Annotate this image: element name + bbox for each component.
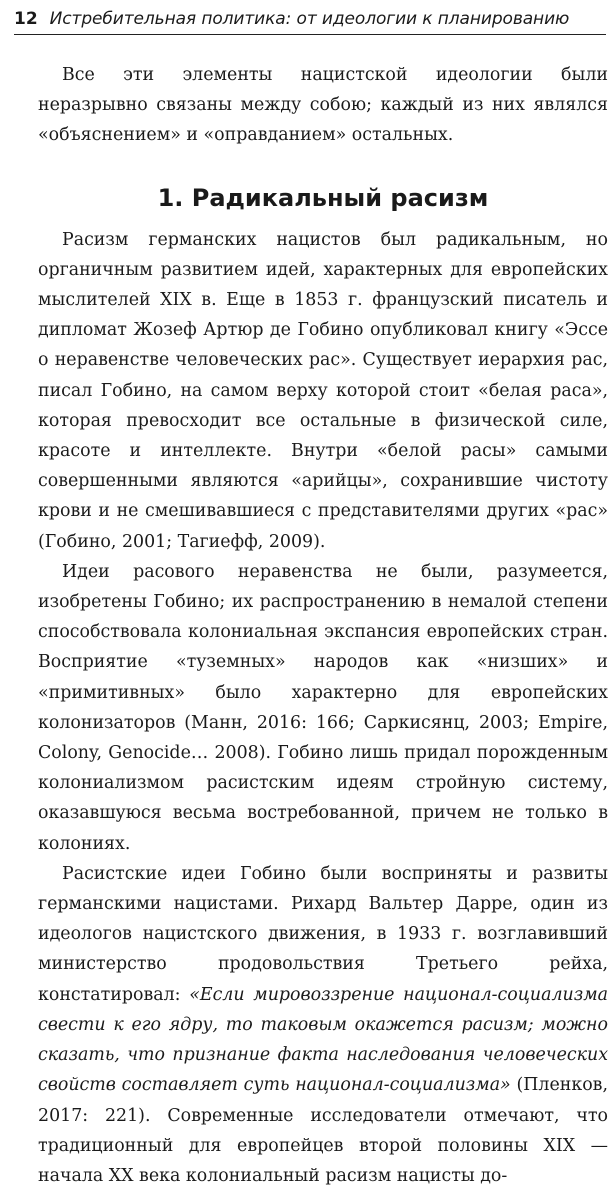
paragraph-text-after-quote: (Пленков, 2017: 221). Современные исследователи отмечают, что традиционный для европейцев второй половины XIX — начала XX века колониальный расизм нацисты до- xyxy=(38,1075,608,1186)
darre-quote: «Если мировоззрение национал-социализма свести к его ядру, то таковым окажется расизм; можно сказать, что признание факта наследования человеческих свойств составляет суть национал-социализма» xyxy=(38,984,608,1096)
running-head xyxy=(14,4,606,35)
page-body xyxy=(38,60,608,1191)
running-title: Истребительная политика: от идеологии к планированию xyxy=(49,9,570,29)
intro-paragraph: Все эти элементы нацистской идеологии были неразрывно связаны между собою; каждый из них являлся «объяснением» и «оправданием» остальных. xyxy=(38,65,608,146)
page-number: 12 xyxy=(14,9,38,29)
paragraph-text-before-quote: Расистские идеи Гобино были восприняты и развиты германскими нацистами. Рихард Вальтер Дарре, один из идеологов нацистского движения, в 1933 г. возглавивший министерство продовольствия Третьего рейха, констатировал: xyxy=(38,863,608,1005)
section-heading: 1. Радикальный расизм xyxy=(157,183,489,212)
body-paragraph-1: Расизм германских нацистов был радикальным, но органичным развитием идей, характерных для европейских мыслителей XIX в. Еще в 1853 г. французский писатель и дипломат Жозеф Артюр де Гобино опубликовал книгу «Эссе о неравенстве человеческих рас». Существует иерархия рас, писал Гобино, на самом верху которой стоит «белая раса», которая превосходит все остальные в физической силе, красоте и интеллекте. Внутри «белой расы» самыми совершенными являются «арийцы», сохранившие чистоту крови и не смешивавшиеся с представителями других «рас» (Гобино, 2001; Тагиефф, 2009). xyxy=(38,229,608,552)
body-paragraph-3 xyxy=(38,859,608,1191)
body-paragraph-2: Идеи расового неравенства не были, разумеется, изобретены Гобино; их распространению в немалой степени способствовала колониальная экспансия европейских стран. Восприятие «туземных» народов как «низших» и «примитивных» было характерно для европейских колонизаторов (Манн, 2016: 166; Саркисянц, 2003; Empire, Colony, Genocide… 2008). Гобино лишь придал порожденным колониализмом расистским идеям стройную систему, оказавшуюся весьма востребованной, причем не только в колониях. xyxy=(38,561,608,854)
